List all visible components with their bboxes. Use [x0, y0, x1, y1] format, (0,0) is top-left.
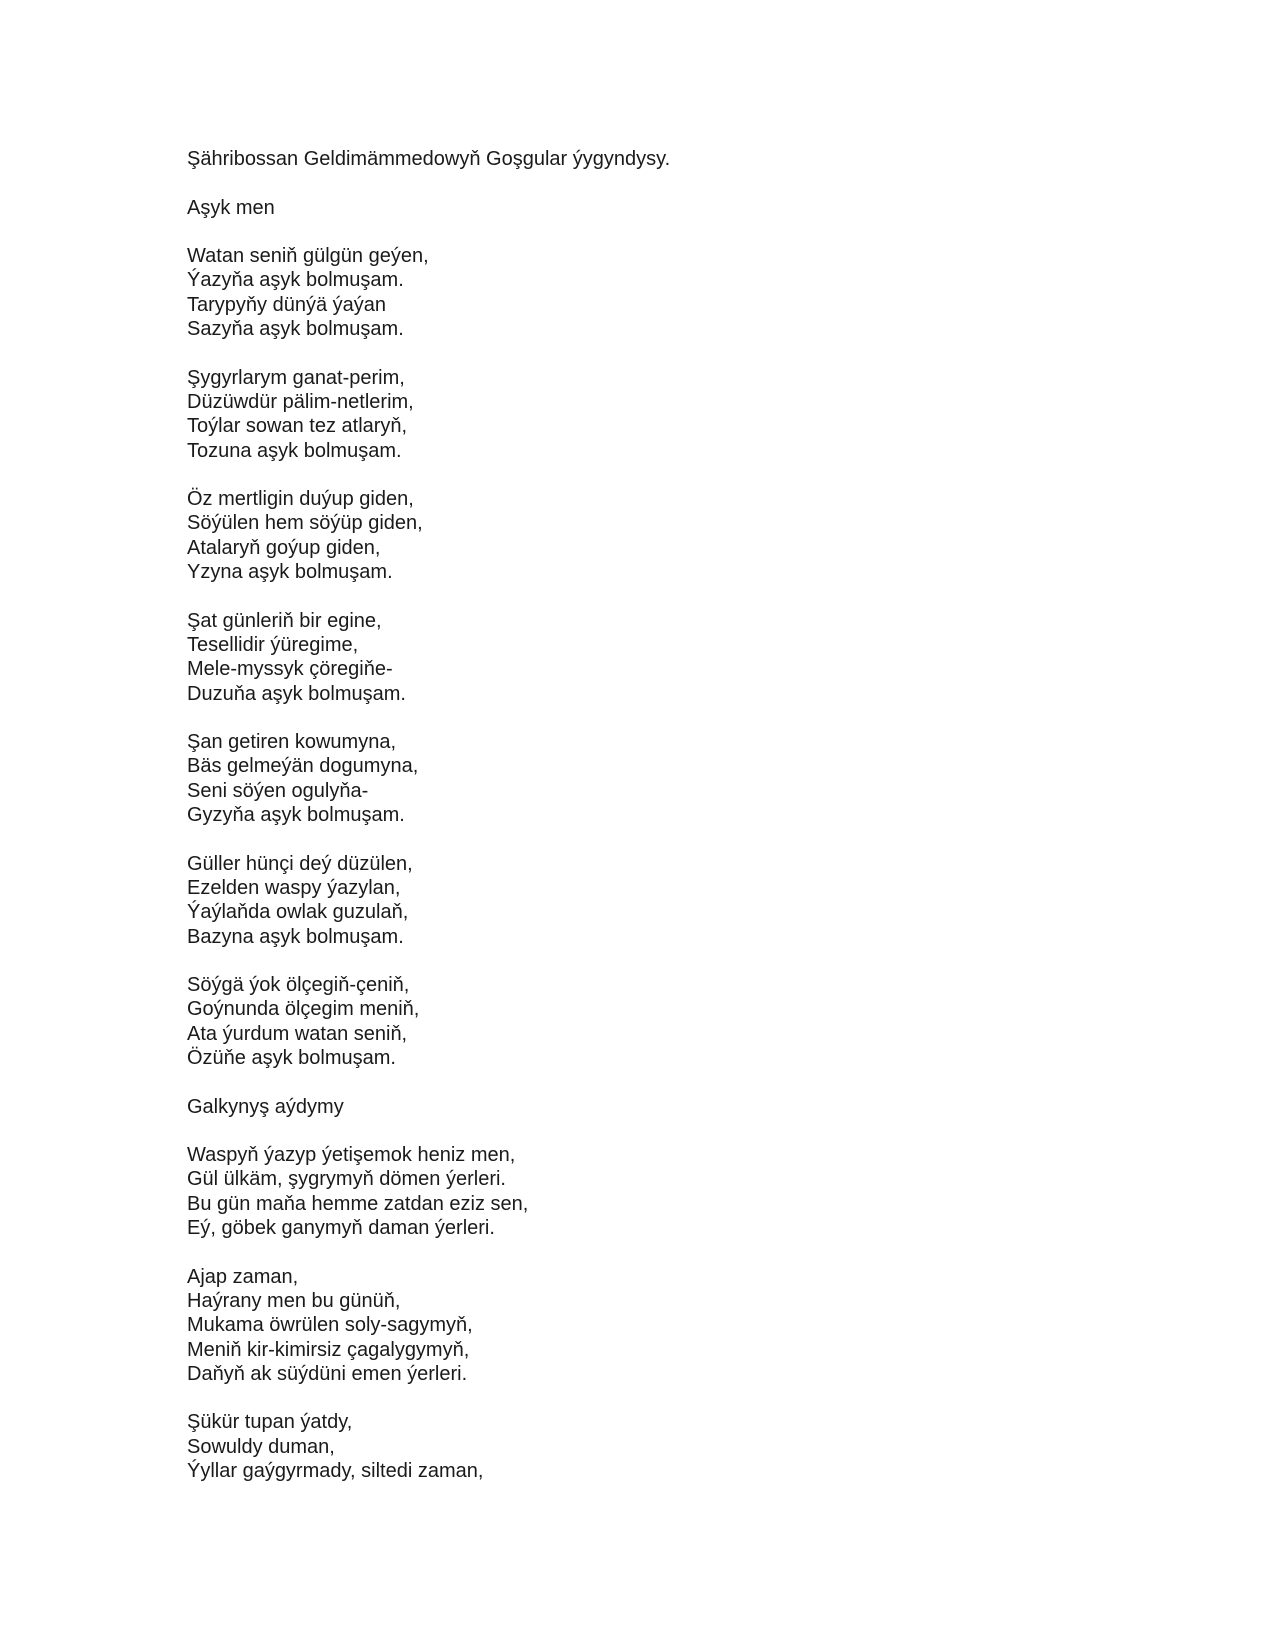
blank-line	[187, 1386, 1087, 1410]
poem-line: Atalaryň goýup giden,	[187, 536, 381, 559]
poem-line: Meniň kir-kimirsiz çagalygymyň,	[187, 1338, 470, 1361]
blank-line	[187, 827, 1087, 851]
blank-line	[187, 1070, 1087, 1094]
blank-line	[187, 220, 1087, 244]
stanza	[187, 1143, 1087, 1240]
blank-line	[187, 171, 1087, 195]
blank-line	[187, 341, 1087, 365]
poem-line: Mele-myssyk çöregiňe-	[187, 658, 393, 681]
stanza	[187, 244, 1087, 341]
blank-line	[187, 463, 1087, 487]
poem-line: Ezelden waspy ýazylan,	[187, 876, 401, 899]
poem-line: Ýazyňa aşyk bolmuşam.	[187, 269, 404, 292]
stanza	[187, 973, 1087, 1070]
poem-line: Haýrany men bu günüň,	[187, 1289, 401, 1312]
poem-line: Sowuldy duman,	[187, 1435, 335, 1458]
poem-line: Gyzyňa aşyk bolmuşam.	[187, 804, 405, 827]
stanza	[187, 1265, 1087, 1386]
poem-line: Tarypyňy dünýä ýaýan	[187, 293, 387, 316]
poem-line: Watan seniň gülgün geýen,	[187, 245, 429, 268]
stanza	[187, 730, 1087, 827]
poem-line: Seni söýen ogulyňa-	[187, 779, 369, 802]
poem-line: Şükür tupan ýatdy,	[187, 1411, 353, 1434]
poem-line: Söýülen hem söýüp giden,	[187, 512, 423, 535]
blank-line	[187, 706, 1087, 730]
poem-line: Güller hünçi deý düzülen,	[187, 852, 413, 875]
poem-title: Aşyk men	[187, 196, 275, 219]
poem-line: Sazyňa aşyk bolmuşam.	[187, 318, 404, 341]
poem-line: Bazyna aşyk bolmuşam.	[187, 925, 404, 948]
stanza	[187, 609, 1087, 706]
poem-line: Şat günleriň bir egine,	[187, 609, 382, 632]
stanza	[187, 366, 1087, 463]
blank-line	[187, 949, 1087, 973]
poem-line: Tozuna aşyk bolmuşam.	[187, 439, 402, 462]
stanza	[187, 852, 1087, 949]
poem-line: Öz mertligin duýup giden,	[187, 488, 414, 511]
poem-line: Özüňe aşyk bolmuşam.	[187, 1046, 396, 1069]
poem-line: Toýlar sowan tez atlaryň,	[187, 415, 408, 438]
document-header: Şähribossan Geldimämmedowyň Goşgular ýygyndysy.	[187, 148, 671, 170]
blank-line	[187, 584, 1087, 608]
poem-line: Ata ýurdum watan seniň,	[187, 1022, 408, 1045]
poem-line: Bu gün maňa hemme zatdan eziz sen,	[187, 1192, 529, 1215]
poem-line: Şygyrlarym ganat-perim,	[187, 366, 405, 389]
poem-line: Bäs gelmeýän dogumyna,	[187, 755, 419, 778]
poem-line: Gül ülkäm, şygrymyň dömen ýerleri.	[187, 1168, 506, 1191]
blank-line	[187, 1240, 1087, 1264]
poem-line: Yzyna aşyk bolmuşam.	[187, 561, 393, 584]
poem-line: Tesellidir ýüregime,	[187, 633, 359, 656]
poem-line: Duzuňa aşyk bolmuşam.	[187, 682, 406, 705]
poem-line: Ajap zaman,	[187, 1265, 299, 1288]
poem-line: Goýnunda ölçegim meniň,	[187, 998, 420, 1021]
poem-line: Daňyň ak süýdüni emen ýerleri.	[187, 1362, 468, 1385]
poem-line: Şan getiren kowumyna,	[187, 731, 397, 754]
poem-line: Ýyllar gaýgyrmady, siltedi zaman,	[187, 1460, 484, 1483]
stanza	[187, 1410, 1087, 1483]
poem-line: Ýaýlaňda owlak guzulaň,	[187, 901, 409, 924]
poem-line: Düzüwdür pälim-netlerim,	[187, 390, 414, 413]
poem-line: Söýgä ýok ölçegiň-çeniň,	[187, 974, 410, 997]
poem-line: Eý, göbek ganymyň daman ýerleri.	[187, 1217, 495, 1240]
blank-line	[187, 1119, 1087, 1143]
poem-title: Galkynyş aýdymy	[187, 1095, 344, 1118]
poem-line: Mukama öwrülen soly-sagymyň,	[187, 1314, 473, 1337]
document-body	[187, 147, 1087, 1483]
poem-line: Waspyň ýazyp ýetişemok heniz men,	[187, 1144, 516, 1167]
stanza	[187, 487, 1087, 584]
